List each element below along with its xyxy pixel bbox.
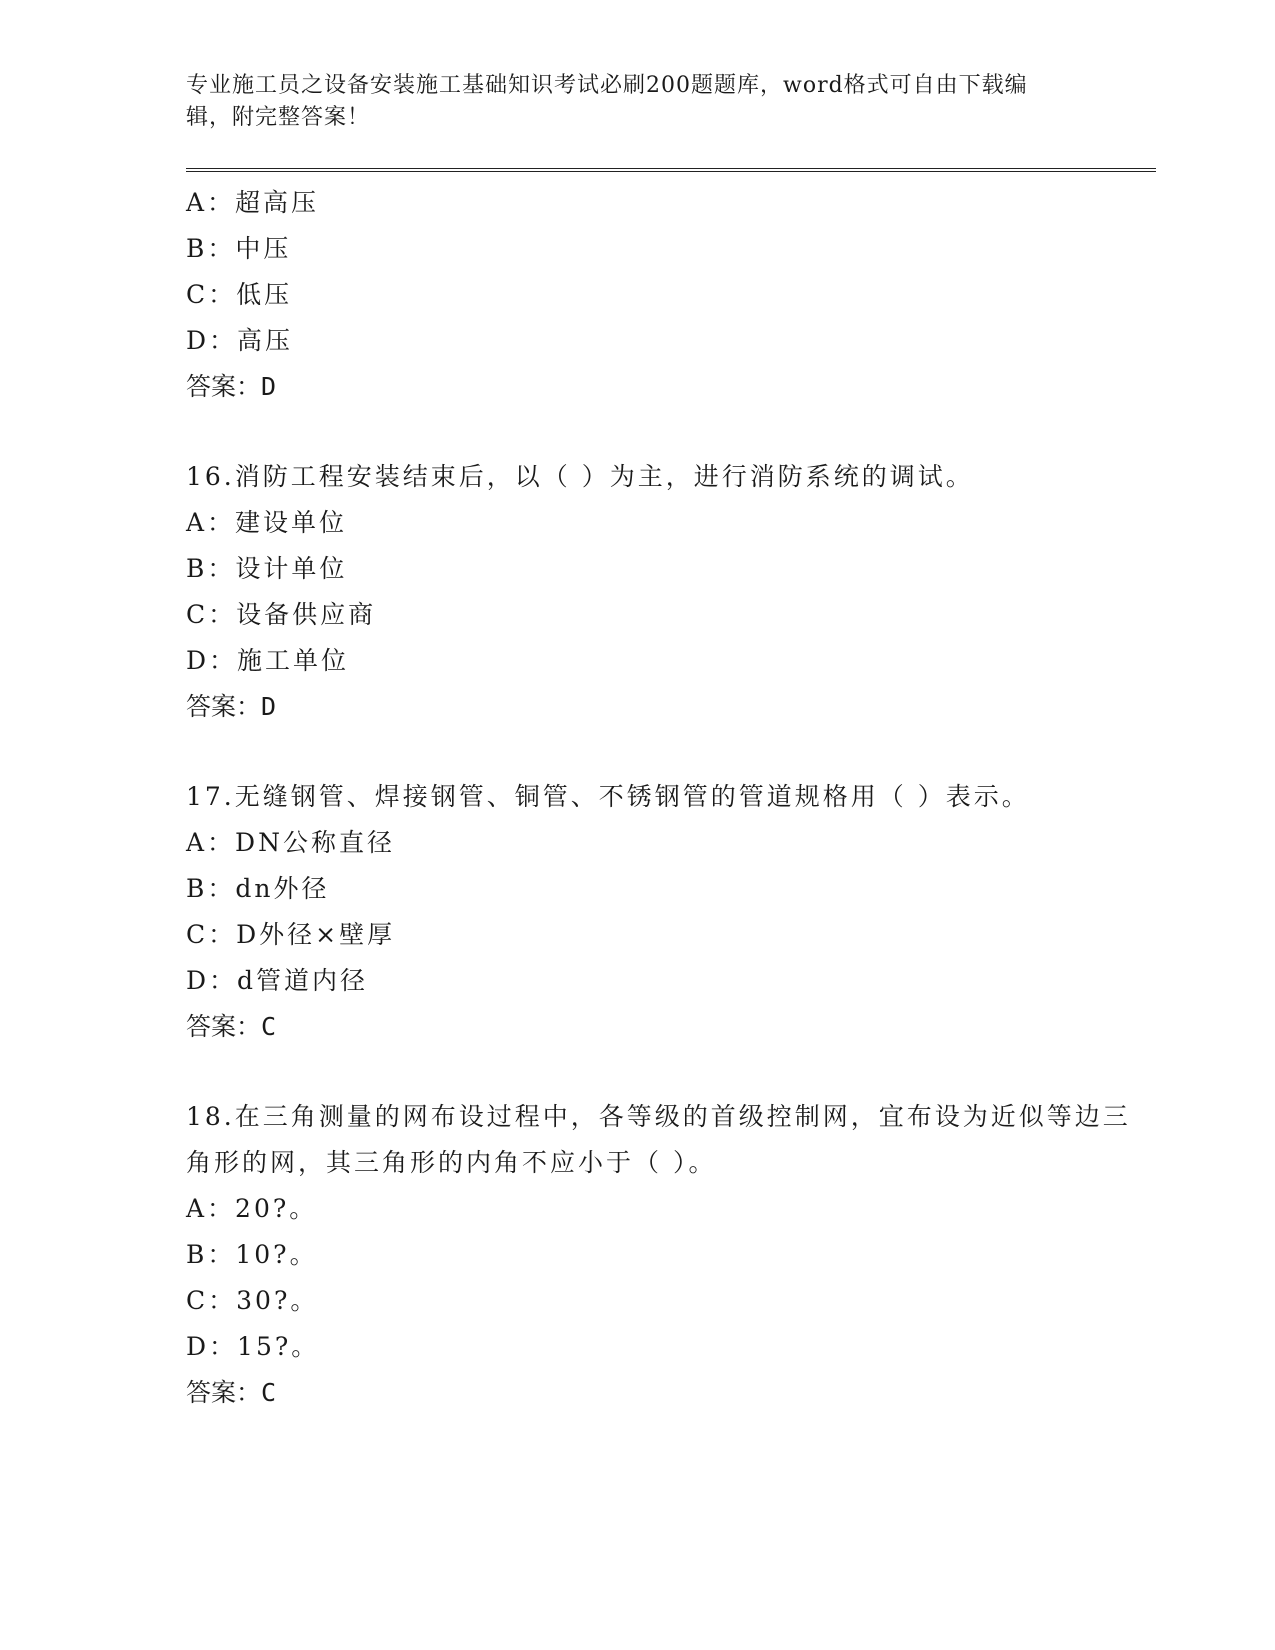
question-16-text: 16.消防工程安装结束后，以（ ）为主，进行消防系统的调试。: [186, 462, 974, 491]
question-17-answer: 答案：C: [186, 1012, 277, 1041]
question-18-option-c: C：30?。: [186, 1286, 319, 1315]
question-17-option-d: D：d管道内径: [186, 966, 369, 995]
question-18-text: 18.在三角测量的网布设过程中，各等级的首级控制网，宜布设为近似等边三角形的网，其三角形的内角不应小于（ ）。: [186, 1102, 1131, 1177]
header-divider: [186, 168, 1156, 172]
question-16-option-a: A：建设单位: [186, 508, 348, 537]
question-16-answer: 答案：D: [186, 692, 277, 721]
question-16: [186, 454, 1156, 730]
question-16-option-c: C：设备供应商: [186, 600, 377, 629]
question-15-answer: 答案：D: [186, 372, 277, 401]
question-18: [186, 1094, 1156, 1416]
question-18-option-a: A：20?。: [186, 1194, 318, 1223]
question-18-option-d: D：15?。: [186, 1332, 320, 1361]
question-17: [186, 774, 1156, 1050]
question-16-option-b: B：设计单位: [186, 554, 348, 583]
question-17-text: 17.无缝钢管、焊接钢管、铜管、不锈钢管的管道规格用（ ）表示。: [186, 782, 1030, 811]
question-15-option-b: B：中压: [186, 234, 292, 263]
question-18-answer: 答案：C: [186, 1378, 277, 1407]
question-15-option-c: C：低压: [186, 280, 293, 309]
question-15-option-d: D：高压: [186, 326, 294, 355]
document-page: [186, 70, 1156, 1460]
question-17-option-c: C：D外径×壁厚: [186, 920, 396, 949]
question-15-option-a: A：超高压: [186, 188, 320, 217]
document-header: 专业施工员之设备安装施工基础知识考试必刷200题题库，word格式可自由下载编辑，附完整答案！: [186, 73, 1028, 130]
question-17-option-a: A：DN公称直径: [186, 828, 395, 857]
question-17-option-b: B：dn外径: [186, 874, 330, 903]
question-18-option-b: B：10?。: [186, 1240, 318, 1269]
question-16-option-d: D：施工单位: [186, 646, 350, 675]
question-15: [186, 180, 1156, 410]
